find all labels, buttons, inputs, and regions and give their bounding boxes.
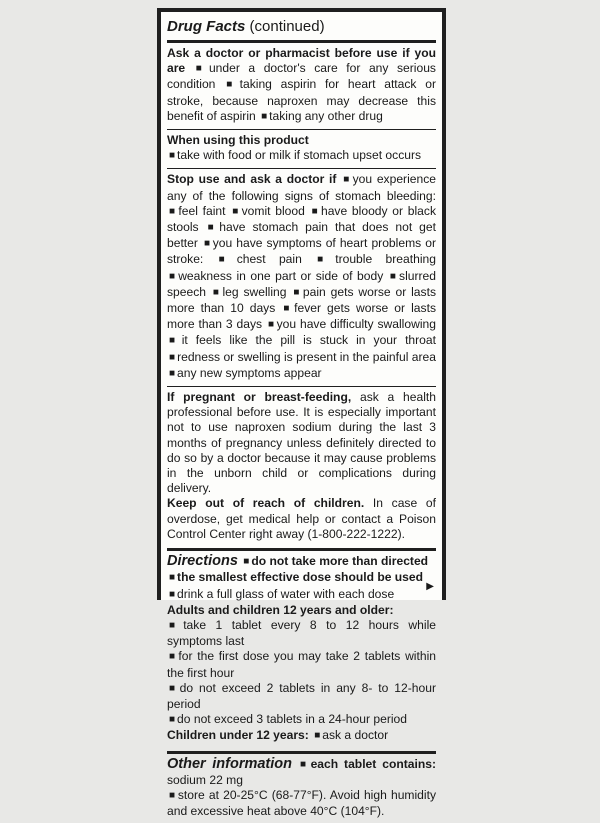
stop-use-item: feel faint xyxy=(178,203,226,218)
drug-facts-label xyxy=(157,8,446,819)
bullet-icon: ■ xyxy=(317,254,334,266)
bullet-icon: ■ xyxy=(204,238,211,250)
when-using-heading: When using this product xyxy=(167,133,309,148)
bullet-icon: ■ xyxy=(169,651,177,663)
content-label: each tablet contains: xyxy=(310,756,436,771)
stop-use-item: you have symptoms of heart problems or stroke: xyxy=(167,236,436,267)
bullet-icon: ■ xyxy=(169,588,176,600)
bullet-icon: ■ xyxy=(169,367,176,379)
adult-item: do not exceed 2 tablets in any 8- to 12-hour period xyxy=(167,680,436,711)
stop-use-item: leg swelling xyxy=(222,284,287,299)
ask-doctor-item: under a doctor's care for any serious condition xyxy=(167,61,436,92)
bullet-icon: ■ xyxy=(169,714,176,726)
stop-use-item: you have difficulty swallowing xyxy=(276,317,436,332)
pregnancy-heading: If pregnant or breast-feeding, xyxy=(167,390,352,405)
stop-use-item: redness or swelling is present in the painful area xyxy=(177,349,436,364)
drug-facts-title: Drug Facts xyxy=(167,18,246,35)
drug-facts-subtitle: (continued) xyxy=(249,18,325,35)
stop-use-item: fever gets worse or lasts more than 3 days xyxy=(167,301,436,332)
content-value: sodium 22 mg xyxy=(167,772,243,787)
stop-use-item: pain gets worse or lasts more than 10 days xyxy=(167,284,436,316)
children-heading: Children under 12 years: xyxy=(167,728,309,743)
pregnancy-text: ask a health professional before use. It is especially important not to use naproxen sodium during the last 3 months of pregnancy unless definitely directed to do so by a doctor because it may cause problems in the unborn child or complications during delivery. xyxy=(167,390,436,496)
other-info-heading: Other information xyxy=(167,755,293,772)
bullet-icon: ■ xyxy=(195,63,207,75)
bullet-icon: ■ xyxy=(169,270,177,282)
stop-use-item: have bloody or black stools xyxy=(167,203,436,235)
bullet-icon: ■ xyxy=(169,205,177,217)
bullet-icon: ■ xyxy=(311,205,319,217)
stop-use-item: chest pain xyxy=(236,252,302,267)
stop-use-item: weakness in one part or side of body xyxy=(178,268,384,283)
directions-section xyxy=(167,551,436,753)
bullet-icon: ■ xyxy=(169,351,176,363)
bullet-icon: ■ xyxy=(283,303,293,315)
bullet-icon: ■ xyxy=(389,270,398,282)
ask-doctor-item: taking any other drug xyxy=(269,108,383,123)
bullet-icon: ■ xyxy=(169,619,182,631)
bullet-icon: ■ xyxy=(218,254,235,266)
directions-item: drink a full glass of water with each dose xyxy=(177,586,395,601)
pregnancy-section xyxy=(167,387,436,551)
bullet-icon: ■ xyxy=(267,319,275,331)
children-text: ask a doctor xyxy=(322,728,389,743)
bullet-icon: ■ xyxy=(169,150,176,162)
directions-item: do not take more than directed xyxy=(251,554,429,569)
bullet-icon: ■ xyxy=(261,110,268,122)
stop-use-item: it feels like the pill is stuck in your throat xyxy=(181,333,436,348)
bullet-icon: ■ xyxy=(169,789,176,801)
keep-out-paragraph xyxy=(167,496,436,542)
bullet-icon: ■ xyxy=(169,682,178,694)
adults-heading: Adults and children 12 years and older: xyxy=(167,602,394,617)
store-text: store at 20-25°C (68-77°F). Avoid high humidity and excessive heat above 40°C (104°F). xyxy=(167,787,436,819)
ask-doctor-section xyxy=(167,43,436,130)
adult-item: take 1 tablet every 8 to 12 hours while symptoms last xyxy=(167,617,436,649)
other-info-section xyxy=(167,754,436,823)
stop-use-item: any new symptoms appear xyxy=(177,365,322,380)
pregnancy-paragraph xyxy=(167,390,436,495)
adult-item: do not exceed 3 tablets in a 24-hour period xyxy=(177,712,407,727)
when-using-item: take with food or milk if stomach upset occurs xyxy=(177,148,422,163)
bullet-icon: ■ xyxy=(226,79,238,91)
drug-facts-header xyxy=(167,12,436,43)
bullet-icon: ■ xyxy=(169,572,176,584)
bullet-icon: ■ xyxy=(243,556,250,568)
adult-item: for the first dose you may take 2 tablets within the first hour xyxy=(167,649,436,680)
continue-arrow-icon: ▶ xyxy=(426,581,434,592)
keep-out-text: In case of overdose, get medical help or contact a Poison Control Center right away (1-800-222-1222). xyxy=(167,496,436,541)
bullet-icon: ■ xyxy=(314,730,321,742)
stop-use-item: vomit blood xyxy=(241,203,305,218)
stop-use-section xyxy=(167,169,436,387)
bullet-icon: ■ xyxy=(207,222,218,234)
ask-doctor-item: taking aspirin for heart attack or stroke, because naproxen may decrease this benefit of aspirin xyxy=(167,77,436,123)
when-using-section xyxy=(167,130,436,169)
directions-heading: Directions xyxy=(167,553,238,570)
ask-doctor-heading: Ask a doctor or pharmacist before use if you are xyxy=(167,46,436,76)
stop-use-item: slurred speech xyxy=(167,268,436,299)
bullet-icon: ■ xyxy=(293,286,301,298)
bullet-icon: ■ xyxy=(212,286,221,298)
bullet-icon: ■ xyxy=(343,174,351,186)
stop-use-item: trouble breathing xyxy=(335,252,436,267)
bullet-icon: ■ xyxy=(232,205,240,217)
bullet-icon: ■ xyxy=(299,758,309,770)
keep-out-heading: Keep out of reach of children. xyxy=(167,496,365,511)
stop-use-item: have stomach pain that does not get better xyxy=(167,220,436,251)
bullet-icon: ■ xyxy=(169,335,180,347)
stop-use-heading: Stop use and ask a doctor if xyxy=(167,172,337,187)
stop-use-item: you experience any of the following signs of stomach bleeding: xyxy=(167,172,436,203)
directions-item: the smallest effective dose should be used xyxy=(177,570,424,585)
